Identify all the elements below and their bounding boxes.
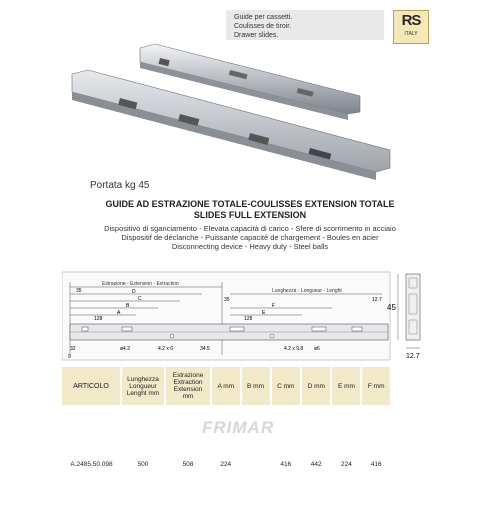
cell-f: 416: [370, 460, 382, 468]
technical-drawing: [62, 270, 442, 362]
dim-D: D: [132, 289, 136, 295]
cell-c: 416: [280, 460, 292, 468]
dim-12-7-b: 12.7: [406, 353, 420, 360]
tag-line-en: Drawer slides.: [234, 32, 279, 39]
col-f: F mm: [361, 367, 391, 405]
table-row: [62, 457, 391, 471]
dim-12-7-a: 12.7: [372, 297, 382, 303]
col-extraction: Estrazione Extraction Extension mm: [165, 367, 211, 405]
col-b: B mm: [241, 367, 271, 405]
label-length: Lunghezza - Longueur - Lenght: [272, 288, 342, 294]
cell-b: [241, 457, 271, 471]
load-capacity: Portata kg 45: [90, 180, 150, 191]
product-category-tag: [226, 10, 384, 40]
cell-a: 224: [220, 460, 232, 468]
frimar-watermark: FRIMAR: [202, 418, 275, 437]
title-line-1: GUIDE AD ESTRAZIONE TOTALE-COULISSES EXTENSION TOTALE: [105, 199, 395, 209]
dim-F: F: [272, 303, 276, 309]
brand-logo: [393, 10, 429, 44]
title-line-2: SLIDES FULL EXTENSION: [193, 210, 307, 220]
desc-en: Disconnecting device - Heavy duty - Steel balls: [171, 242, 329, 251]
dim-9: 9: [68, 354, 71, 360]
col-articolo: ARTICOLO: [62, 367, 121, 405]
dim-32: 32: [70, 346, 76, 352]
cell-articolo: A.2485.50.098: [70, 460, 113, 468]
dim-35-b: 35: [224, 297, 230, 303]
label-extraction: Estrazione - Extension - Extraction: [102, 281, 179, 287]
dim-C: C: [138, 296, 142, 302]
tag-line-fr: Coulisses de tiroir.: [234, 23, 292, 30]
col-d: D mm: [301, 367, 331, 405]
profile-section: [398, 274, 420, 348]
col-e: E mm: [331, 367, 361, 405]
drawer-slides-photo: [60, 40, 400, 190]
dim-128-a: 128: [94, 316, 103, 322]
dim-35-a: 35: [76, 288, 82, 294]
tag-line-it: Guide per cassetti.: [234, 14, 293, 21]
desc-fr: Dispositif de déclanche - Puissante capacité de chargement - Boules en acier: [121, 233, 379, 242]
dim-phi-4-2: ø4.2: [120, 346, 131, 352]
dim-4-2x9-8: 4.2 x 9.8: [284, 346, 304, 352]
cell-d: 442: [310, 460, 322, 468]
desc-it: Dispositivo di sganciamento - Elevata capacità di carico - Sfere di scorrimento in acciaio: [104, 224, 396, 233]
cell-length: 500: [137, 460, 149, 468]
col-a: A mm: [211, 367, 241, 405]
col-c: C mm: [271, 367, 301, 405]
dim-B: B: [126, 303, 130, 309]
logo-mark: RS: [401, 12, 421, 29]
col-length: Lunghezza Longueur Lenght mm: [121, 367, 165, 405]
logo-sub: ITALY: [404, 31, 418, 37]
dim-A: A: [117, 310, 121, 316]
dim-4-2x6: 4.2 x 6: [158, 346, 174, 352]
cell-e: 224: [341, 460, 352, 468]
cell-extraction: 508: [182, 460, 194, 468]
table-header-row: [62, 367, 391, 405]
dim-45: 45: [387, 303, 396, 312]
dim-phi-6: ø6: [314, 346, 320, 352]
dim-34-5: 34.5: [200, 346, 210, 352]
dim-E: E: [262, 310, 266, 316]
dim-128-b: 128: [244, 316, 253, 322]
